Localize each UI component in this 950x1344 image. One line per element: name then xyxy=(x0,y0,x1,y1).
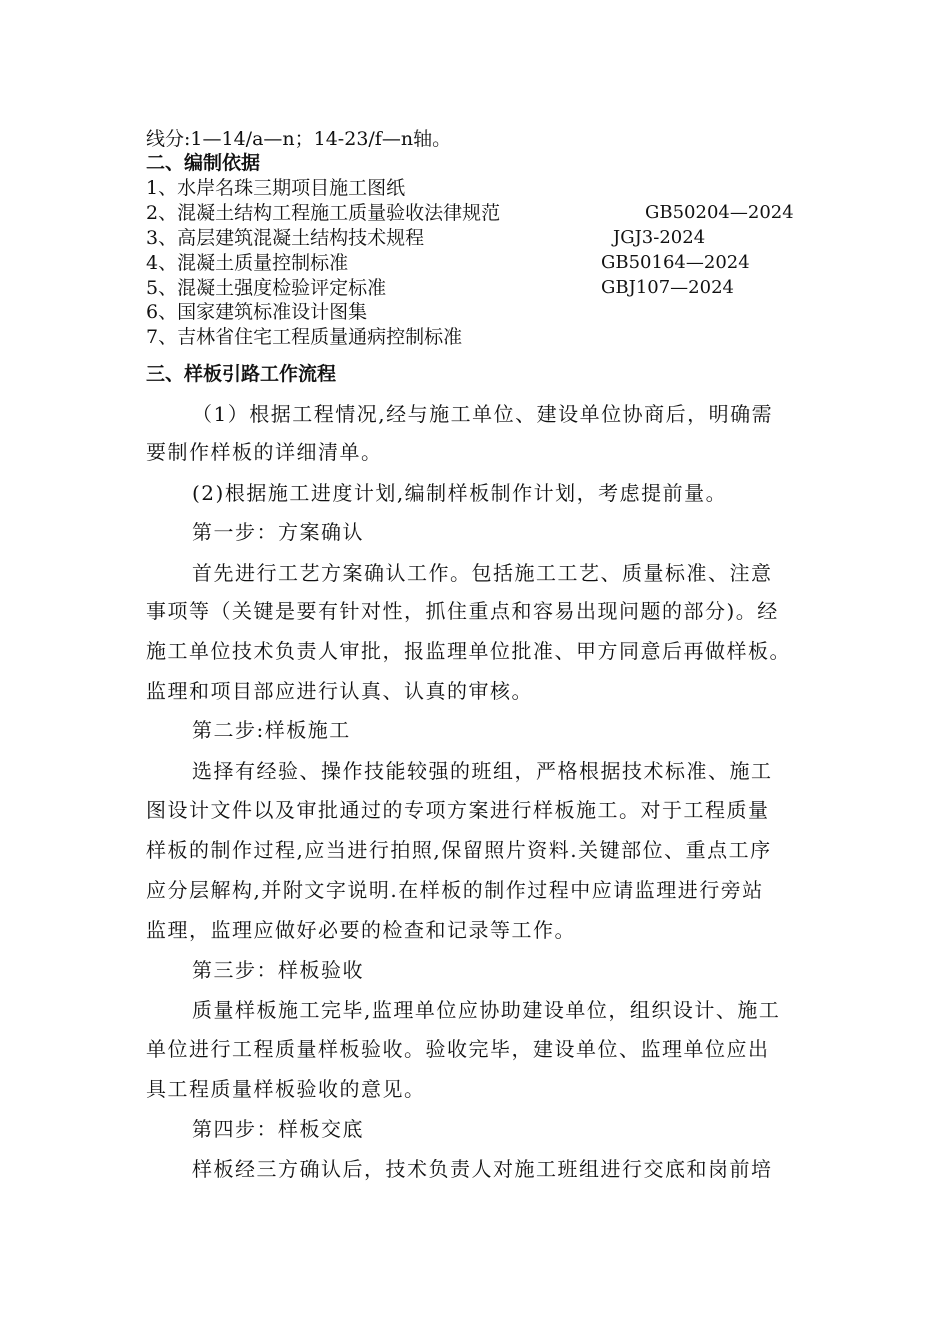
paragraph-line: 应分层解构,并附文字说明.在样板的制作过程中应请监理进行旁站 xyxy=(146,878,764,902)
reference-item-7: 7、吉林省住宅工程质量通病控制标准 xyxy=(146,326,463,348)
paragraph-line: (2)根据施工进度计划,编制样板制作计划，考虑提前量。 xyxy=(192,481,728,505)
reference-item-2-code: GB50204—2024 xyxy=(645,202,794,223)
paragraph-line: 图设计文件以及审批通过的专项方案进行样板施工。对于工程质量 xyxy=(146,798,770,822)
step-heading: 第一步：方案确认 xyxy=(192,520,364,544)
paragraph-line: 事项等（关键是要有针对性，抓住重点和容易出现问题的部分)。经 xyxy=(146,599,779,623)
paragraph-line: 要制作样板的详细清单。 xyxy=(146,440,383,464)
section-2-title: 二、编制依据 xyxy=(146,152,261,174)
reference-item-3: 3、高层建筑混凝土结构技术规程 xyxy=(146,227,425,249)
paragraph-line: 质量样板施工完毕,监理单位应协助建设单位，组织设计、施工 xyxy=(192,998,781,1022)
step-heading: 第三步：样板验收 xyxy=(192,958,364,982)
paragraph-line: （1）根据工程情况,经与施工单位、建设单位协商后，明确需 xyxy=(192,402,774,426)
reference-item-1: 1、水岸名珠三期项目施工图纸 xyxy=(146,177,406,199)
reference-item-4: 4、混凝土质量控制标准 xyxy=(146,252,349,274)
paragraph-line: 选择有经验、操作技能较强的班组，严格根据技术标准、施工 xyxy=(192,759,773,783)
reference-item-4-code: GB50164—2024 xyxy=(601,252,750,273)
paragraph-line: 监理和项目部应进行认真、认真的审核。 xyxy=(146,679,533,703)
header-line: 线分:1—14/a—n；14-23/f—n轴。 xyxy=(146,128,452,150)
reference-item-3-code: JGJ3-2024 xyxy=(613,227,706,248)
paragraph-line: 监理，监理应做好必要的检查和记录等工作。 xyxy=(146,918,576,942)
section-3-title: 三、样板引路工作流程 xyxy=(146,363,337,385)
paragraph-line: 首先进行工艺方案确认工作。包括施工工艺、质量标准、注意 xyxy=(192,561,773,585)
paragraph-line: 单位进行工程质量样板验收。验收完毕，建设单位、监理单位应出 xyxy=(146,1037,770,1061)
step-heading: 第四步：样板交底 xyxy=(192,1117,364,1141)
reference-item-2: 2、混凝土结构工程施工质量验收法律规范 xyxy=(146,202,501,224)
paragraph-line: 样板经三方确认后，技术负责人对施工班组进行交底和岗前培 xyxy=(192,1157,773,1181)
paragraph-line: 施工单位技术负责人审批，报监理单位批准、甲方同意后再做样板。 xyxy=(146,639,791,663)
reference-item-5: 5、混凝土强度检验评定标准 xyxy=(146,277,387,299)
paragraph-line: 样板的制作过程,应当进行拍照,保留照片资料.关键部位、重点工序 xyxy=(146,838,772,862)
step-heading: 第二步:样板施工 xyxy=(192,718,351,742)
reference-item-5-code: GBJ107—2024 xyxy=(601,277,734,298)
reference-item-6: 6、国家建筑标准设计图集 xyxy=(146,301,368,323)
paragraph-line: 具工程质量样板验收的意见。 xyxy=(146,1077,426,1101)
